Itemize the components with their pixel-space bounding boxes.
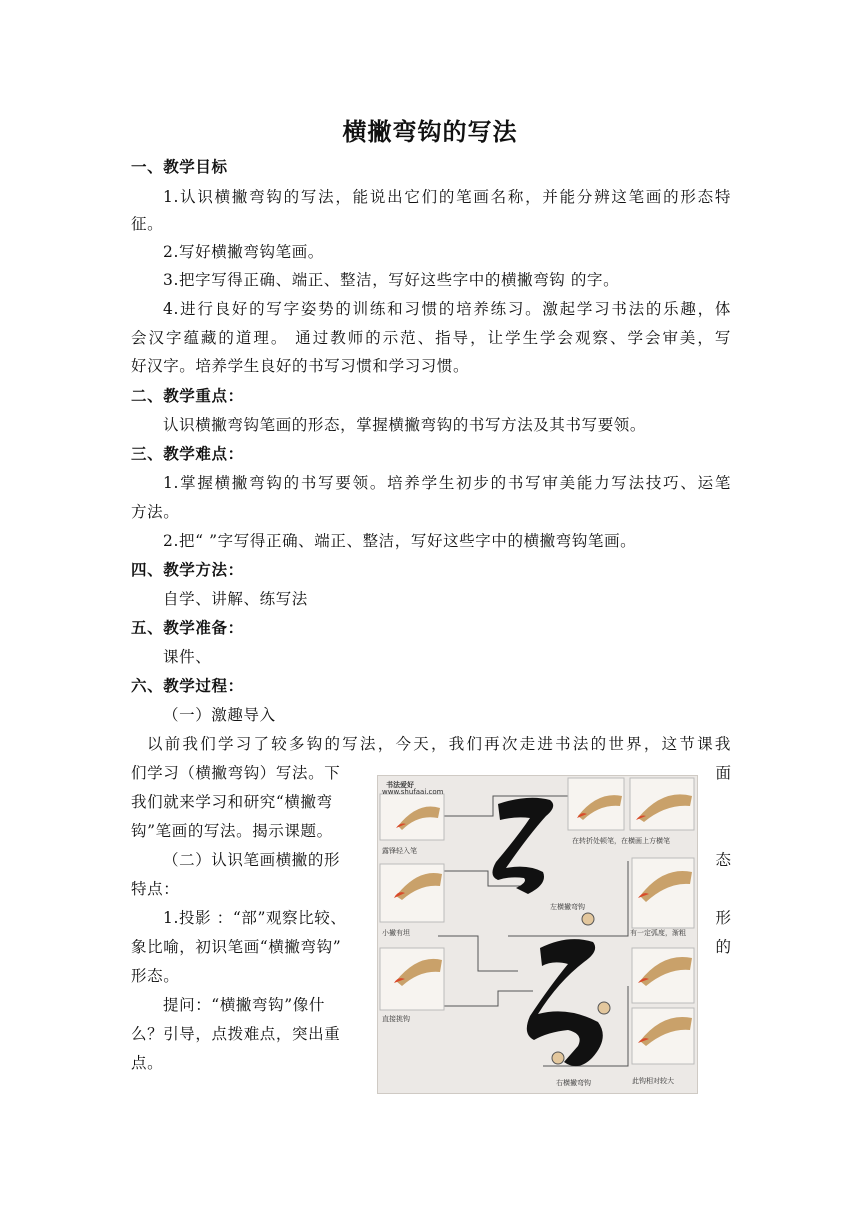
question-line-2: 么？引导，点拨难点，突出重 bbox=[131, 1025, 341, 1043]
section-heading-methods: 四、教学方法： bbox=[131, 560, 244, 579]
intro-line-4: 钩”笔画的写法。揭示课题。 bbox=[131, 822, 333, 840]
page-title: 横撇弯钩的写法 bbox=[342, 117, 518, 146]
section-heading-difficulties: 三、教学难点： bbox=[131, 444, 244, 463]
methods-text: 自学、讲解、练写法 bbox=[163, 590, 308, 608]
process-sub-2: （二）认识笔画横撇的形 bbox=[163, 851, 341, 869]
projection-line-2: 象比喻，初识笔画“横撇弯钩” bbox=[131, 938, 342, 956]
key-points-text: 认识横撇弯钩笔画的形态，掌握横撇弯钩的书写方法及其书写要领。 bbox=[163, 416, 647, 434]
goal-1-line-2: 征。 bbox=[131, 215, 164, 233]
projection-line-2-end: 的 bbox=[715, 938, 731, 956]
site-url-label: www.shufaai.com bbox=[382, 788, 444, 796]
intro-line-2: 们学习（横撇弯钩）写法。下 bbox=[131, 764, 341, 782]
goal-1-line-1: 1.认识横撇弯钩的写法，能说出它们的笔画名称，并能分辨这笔画的形态特 bbox=[163, 188, 731, 206]
projection-line-1: 1.投影 ：“部”观察比较、 bbox=[163, 909, 347, 927]
goal-4-line-1: 4.进行良好的写字姿势的训练和习惯的培养练习。激起学习书法的乐趣，体 bbox=[163, 300, 731, 318]
section-heading-process: 六、教学过程： bbox=[131, 676, 244, 695]
label-left-hook: 左横撇弯钩 bbox=[550, 903, 585, 911]
difficulty-2: 2.把“ ”字写得正确、端正、整洁，写好这些字中的横撇弯钩笔画。 bbox=[163, 532, 637, 550]
label-mid-left: 小撇有坦 bbox=[382, 929, 410, 937]
projection-line-1-end: 形 bbox=[715, 909, 731, 927]
process-sub-1: （一）激趣导入 bbox=[163, 706, 276, 724]
goal-3: 3.把字写得正确、端正、整洁，写好这些字中的横撇弯钩 的字。 bbox=[163, 271, 620, 289]
label-top-left: 露锋轻入笔 bbox=[382, 847, 417, 855]
preparation-text: 课件、 bbox=[163, 648, 212, 666]
question-line-1: 提问：“横撇弯钩”像什 bbox=[163, 996, 325, 1014]
intro-line-1: 以前我们学习了较多钩的写法，今天，我们再次走进书法的世界，这节课我 bbox=[147, 735, 731, 753]
process-sub-2-line-2: 特点： bbox=[131, 880, 180, 898]
label-mid-right: 有一定弧度，渐粗 bbox=[630, 929, 686, 937]
section-heading-preparation: 五、教学准备： bbox=[131, 618, 244, 637]
site-name-label: 书法爱好 bbox=[386, 781, 414, 789]
goal-4-line-2: 会汉字蕴藏的道理。 通过教师的示范、指导，让学生学会观察、学会审美，写 bbox=[131, 329, 731, 347]
process-sub-2-end: 态 bbox=[715, 851, 731, 869]
projection-line-3: 形态。 bbox=[131, 967, 180, 985]
label-top-right: 在转折处顿笔，在横画上方横笔 bbox=[572, 837, 670, 845]
goal-4-line-3: 好汉字。培养学生良好的书写习惯和学习习惯。 bbox=[131, 357, 470, 375]
label-bottom-right: 此钩相对较大 bbox=[632, 1077, 674, 1085]
section-heading-key-points: 二、教学重点： bbox=[131, 386, 244, 405]
intro-line-2-end: 面 bbox=[715, 764, 731, 782]
calligraphy-illustration bbox=[377, 775, 698, 1094]
label-right-hook: 右横撇弯钩 bbox=[556, 1079, 591, 1087]
section-heading-goals: 一、教学目标 bbox=[131, 157, 228, 176]
difficulty-1-line-1: 1.掌握横撇弯钩的书写要领。培养学生初步的书写审美能力写法技巧、运笔 bbox=[163, 474, 731, 492]
goal-2: 2.写好横撇弯钩笔画。 bbox=[163, 243, 324, 261]
label-bottom-left: 直接挑钩 bbox=[382, 1015, 410, 1023]
difficulty-1-line-2: 方法。 bbox=[131, 503, 180, 521]
intro-line-3: 我们就来学习和研究“横撇弯 bbox=[131, 793, 333, 811]
question-line-3: 点。 bbox=[131, 1054, 164, 1072]
